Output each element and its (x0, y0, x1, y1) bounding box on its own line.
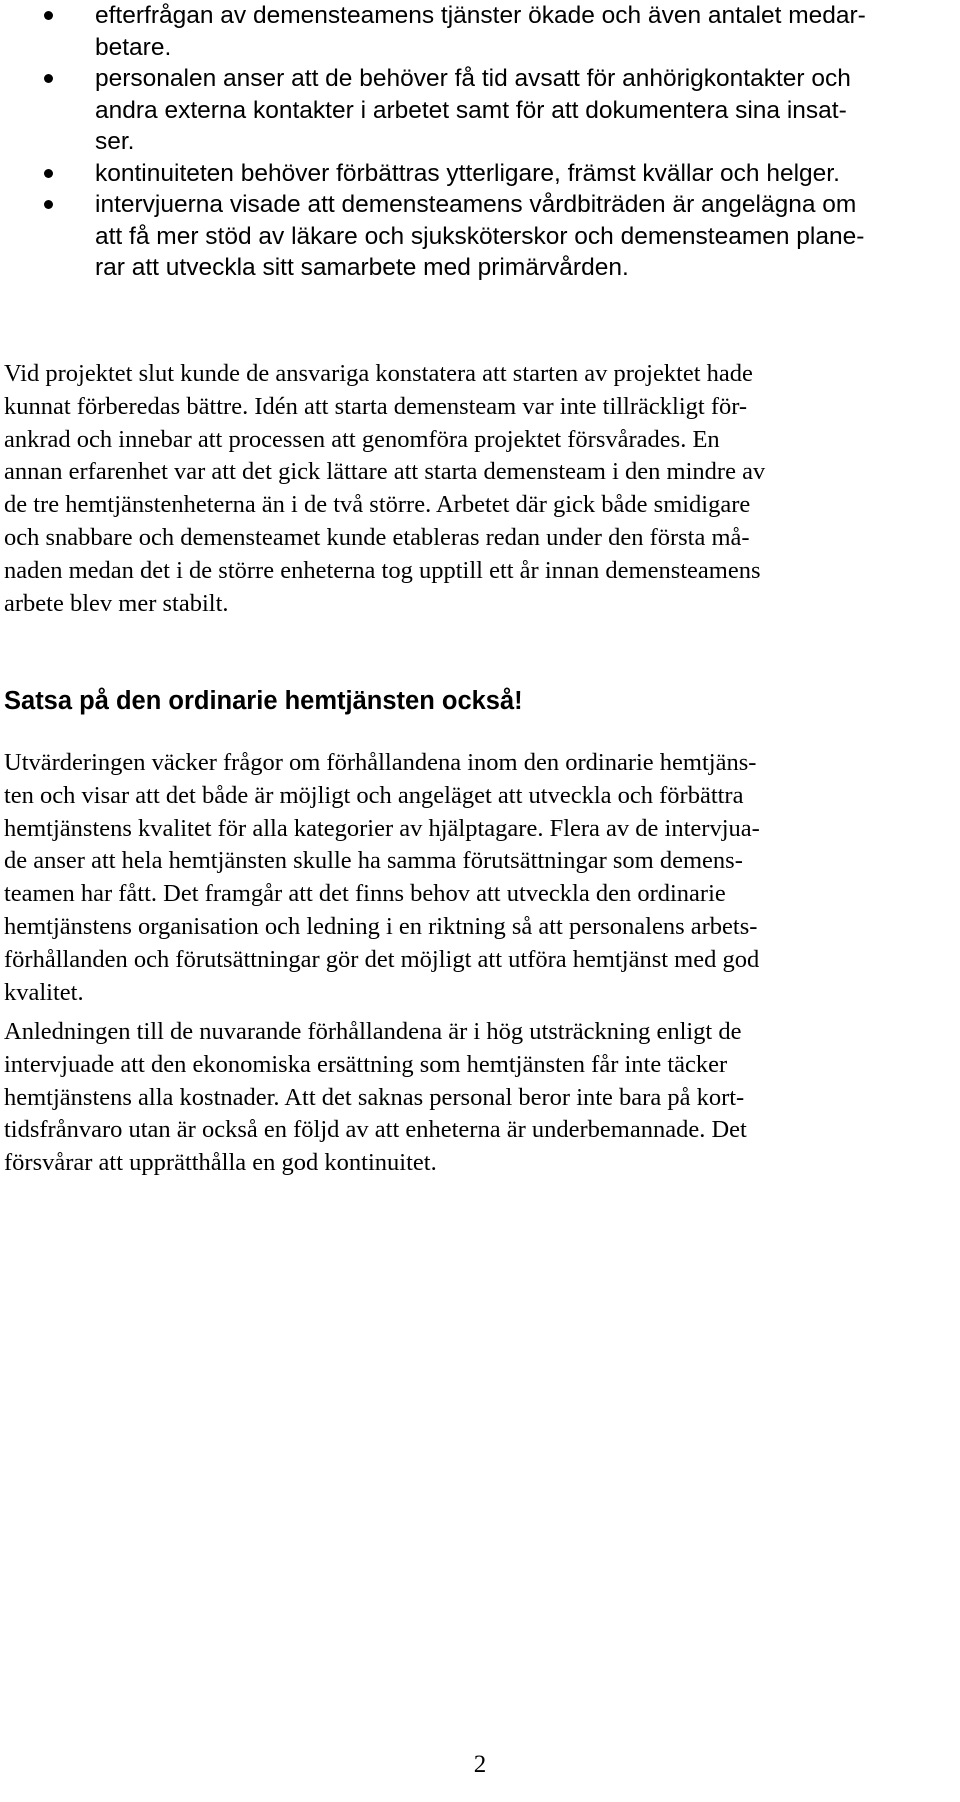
page-number: 2 (473, 1751, 487, 1778)
bullet-list (0, 0, 960, 284)
list-item (0, 63, 960, 158)
list-item-text: efterfrågan av demensteamens tjänster ökade och även antalet medar- betare. (95, 2, 866, 61)
list-item (0, 189, 960, 284)
section-heading: Satsa på den ordinarie hemtjänsten också! (4, 687, 523, 715)
bullet-icon (44, 74, 53, 83)
bullet-icon (44, 169, 53, 178)
list-item-text: intervjuerna visade att demensteamens vårdbiträden är angelägna om att få mer stöd av läkare och sjuksköterskor och demensteamen plane- rar att utveckla sitt samarbete med primärvården. (95, 191, 865, 281)
body-paragraph: Anledningen till de nuvarande förhållandena är i hög utsträckning enligt de intervjuade att den ekonomiska ersättning som hemtjänsten får inte täcker hemtjänstens alla kostnader. Att det saknas personal beror inte bara på kort- tidsfrånvaro utan är också en följd av att enheterna är underbemannade. Det försvårar att upprätthålla en god kontinuitet. (4, 1018, 747, 1177)
body-paragraph: Utvärderingen väcker frågor om förhållandena inom den ordinarie hemtjäns- ten och visar att det både är möjligt och angeläget att utveckla och förbättra hemtjänstens kvalitet för alla kategorier av hjälptagare. Flera av de intervjua- de anser att hela hemtjänsten skulle ha samma förutsättningar som demens- teamen har fått. Det framgår att det finns behov att utveckla den ordinarie hemtjänstens organisation och ledning i en riktning så att personalens arbets- förhållanden och förutsättningar gör det möjligt att utföra hemtjänst med god kvalitet. (4, 749, 760, 1006)
body-paragraph: Vid projektet slut kunde de ansvariga konstatera att starten av projektet hade kunnat förberedas bättre. Idén att starta demensteam var inte tillräckligt för- ankrad och innebar att processen att genomföra projektet försvårades. En annan erfarenhet var att det gick lättare att starta demensteam i den mindre av de tre hemtjänstenheterna än i de två större. Arbetet där gick både smidigare och snabbare och demensteamet kunde etableras redan under den första må- naden medan det i de större enheterna tog upptill ett år innan demensteamens arbete blev mer stabilt. (4, 360, 766, 617)
list-item (0, 158, 960, 190)
list-item-text: kontinuiteten behöver förbättras ytterligare, främst kvällar och helger. (95, 159, 840, 187)
list-item (0, 0, 960, 63)
bullet-icon (44, 11, 53, 20)
bullet-icon (44, 200, 53, 209)
list-item-text: personalen anser att de behöver få tid avsatt för anhörigkontakter och andra externa kontakter i arbetet samt för att dokumentera sina insat- ser. (95, 65, 851, 155)
